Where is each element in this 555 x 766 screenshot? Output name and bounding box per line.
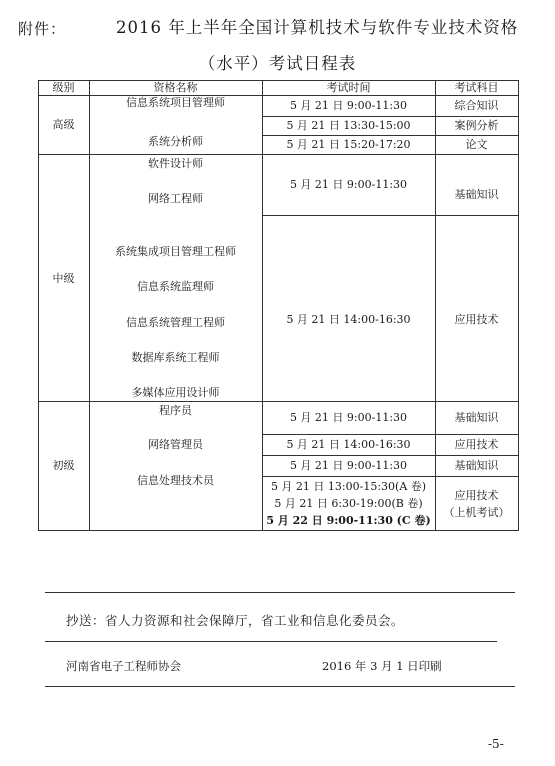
exam-time: 5 月 21 日 13:30-15:00 [286, 119, 411, 132]
table-row-divider [38, 154, 519, 155]
level-senior: 高级 [52, 118, 75, 131]
qualification-name: 信息系统项目管理师 [126, 96, 225, 109]
page-number: -5- [488, 737, 504, 751]
document-subtitle: （水平）考试日程表 [198, 54, 357, 73]
qualification-name: 网络管理员 [148, 438, 203, 451]
exam-subject: 案例分析 [454, 119, 499, 132]
qualification-name: 软件设计师 [148, 157, 203, 170]
exam-subject: 应用技术 [454, 438, 499, 451]
exam-subject: 基础知识 [454, 459, 499, 472]
exam-time: 5 月 22 日 9:00-11:30 (C 卷) [266, 514, 431, 527]
issuing-organization: 河南省电子工程师协会 [66, 659, 181, 673]
exam-subject: 基础知识 [454, 411, 499, 424]
exam-time: 5 月 21 日 9:00-11:30 [289, 99, 408, 112]
table-border-right [518, 80, 519, 531]
exam-time: 5 月 21 日 14:00-16:30 [286, 438, 411, 451]
qualification-name: 网络工程师 [148, 192, 203, 205]
exam-time: 5 月 21 日 13:00-15:30(A 卷) [270, 480, 427, 493]
table-row-divider [262, 135, 519, 136]
level-junior: 初级 [52, 459, 75, 472]
table-row-divider [262, 215, 519, 216]
exam-subject: 综合知识 [454, 99, 499, 112]
document-title: 2016 年上半年全国计算机技术与软件专业技术资格 [116, 18, 519, 37]
cc-bottom-rule [45, 641, 497, 642]
exam-subject: 应用技术 [454, 313, 499, 326]
table-row-divider [262, 116, 519, 117]
qualification-name: 信息处理技术员 [137, 474, 214, 487]
footer-rule [45, 686, 515, 687]
table-row-divider [38, 401, 519, 402]
table-row-divider [262, 455, 519, 456]
exam-subject-note: （上机考试） [443, 506, 510, 519]
qualification-name: 信息系统监理师 [137, 280, 214, 293]
exam-time: 5 月 21 日 9:00-11:30 [289, 459, 408, 472]
attachment-label: 附件： [18, 20, 67, 38]
exam-time: 5 月 21 日 9:00-11:30 [289, 178, 408, 191]
print-date: 2016 年 3 月 1 日印刷 [322, 659, 442, 673]
header-exam-subject: 考试科目 [454, 81, 499, 94]
table-row-divider [262, 434, 519, 435]
level-intermediate: 中级 [52, 272, 75, 285]
exam-time: 5 月 21 日 14:00-16:30 [286, 313, 411, 326]
qualification-name: 程序员 [159, 404, 192, 417]
qualification-name: 多媒体应用设计师 [131, 386, 220, 399]
cc-recipients: 抄送：省人力资源和社会保障厅，省工业和信息化委员会。 [66, 613, 405, 628]
exam-subject: 论文 [465, 138, 488, 151]
exam-time: 5 月 21 日 9:00-11:30 [289, 411, 408, 424]
header-exam-time: 考试时间 [326, 81, 371, 94]
cc-top-rule [45, 592, 515, 593]
qualification-name: 系统分析师 [148, 135, 203, 148]
qualification-name: 系统集成项目管理工程师 [115, 245, 236, 258]
exam-time: 5 月 21 日 6:30-19:00(B 卷) [274, 497, 423, 510]
table-border-bottom [38, 530, 519, 531]
exam-subject: 基础知识 [454, 188, 499, 201]
exam-time: 5 月 21 日 15:20-17:20 [286, 138, 411, 151]
exam-subject: 应用技术 [454, 489, 499, 502]
table-row-divider [262, 476, 519, 477]
qualification-name: 数据库系统工程师 [131, 351, 220, 364]
qualification-name: 信息系统管理工程师 [126, 316, 225, 329]
header-level: 级别 [52, 81, 75, 94]
header-qualification: 资格名称 [153, 81, 198, 94]
